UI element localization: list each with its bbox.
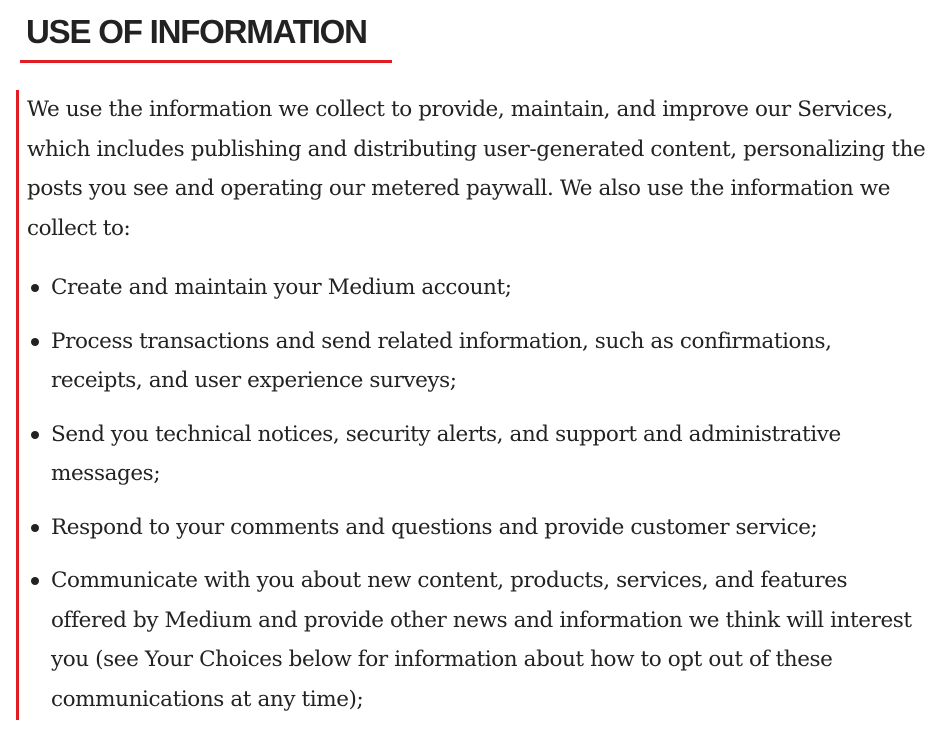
list-item bbox=[19, 561, 929, 719]
list-item-text: Respond to your comments and questions and provide customer service; bbox=[51, 514, 818, 540]
use-list bbox=[19, 268, 929, 732]
list-item bbox=[19, 508, 929, 548]
bullet-icon bbox=[31, 431, 39, 439]
list-item-text: Process transactions and send related information, such as confirmations, receipts, and user experience surveys; bbox=[51, 328, 832, 393]
list-item-text: Communicate with you about new content, products, services, and features offered by Medium and provide other news and information we think will interest you (see Your Choices below for information about how to opt out of these communications at any time); bbox=[51, 568, 912, 712]
bullet-icon bbox=[31, 284, 39, 292]
list-item-text: Send you technical notices, security alerts, and support and administrative messages; bbox=[51, 421, 841, 486]
bullet-icon bbox=[31, 577, 39, 585]
bullet-icon bbox=[31, 338, 39, 346]
list-item-text: Create and maintain your Medium account; bbox=[51, 275, 512, 300]
section-body bbox=[16, 90, 929, 720]
list-item bbox=[19, 322, 929, 401]
intro-paragraph: We use the information we collect to provide, maintain, and improve our Services, which includes publishing and distributing user-generated content, personalizing the posts you see and operating our metered paywall. We also use the information we collect to: bbox=[27, 97, 926, 241]
bullet-icon bbox=[31, 524, 39, 532]
section-title: USE OF INFORMATION bbox=[26, 13, 367, 50]
list-item bbox=[19, 415, 929, 494]
title-underline bbox=[20, 60, 392, 63]
list-item bbox=[19, 268, 929, 308]
section-heading-container bbox=[26, 12, 367, 64]
